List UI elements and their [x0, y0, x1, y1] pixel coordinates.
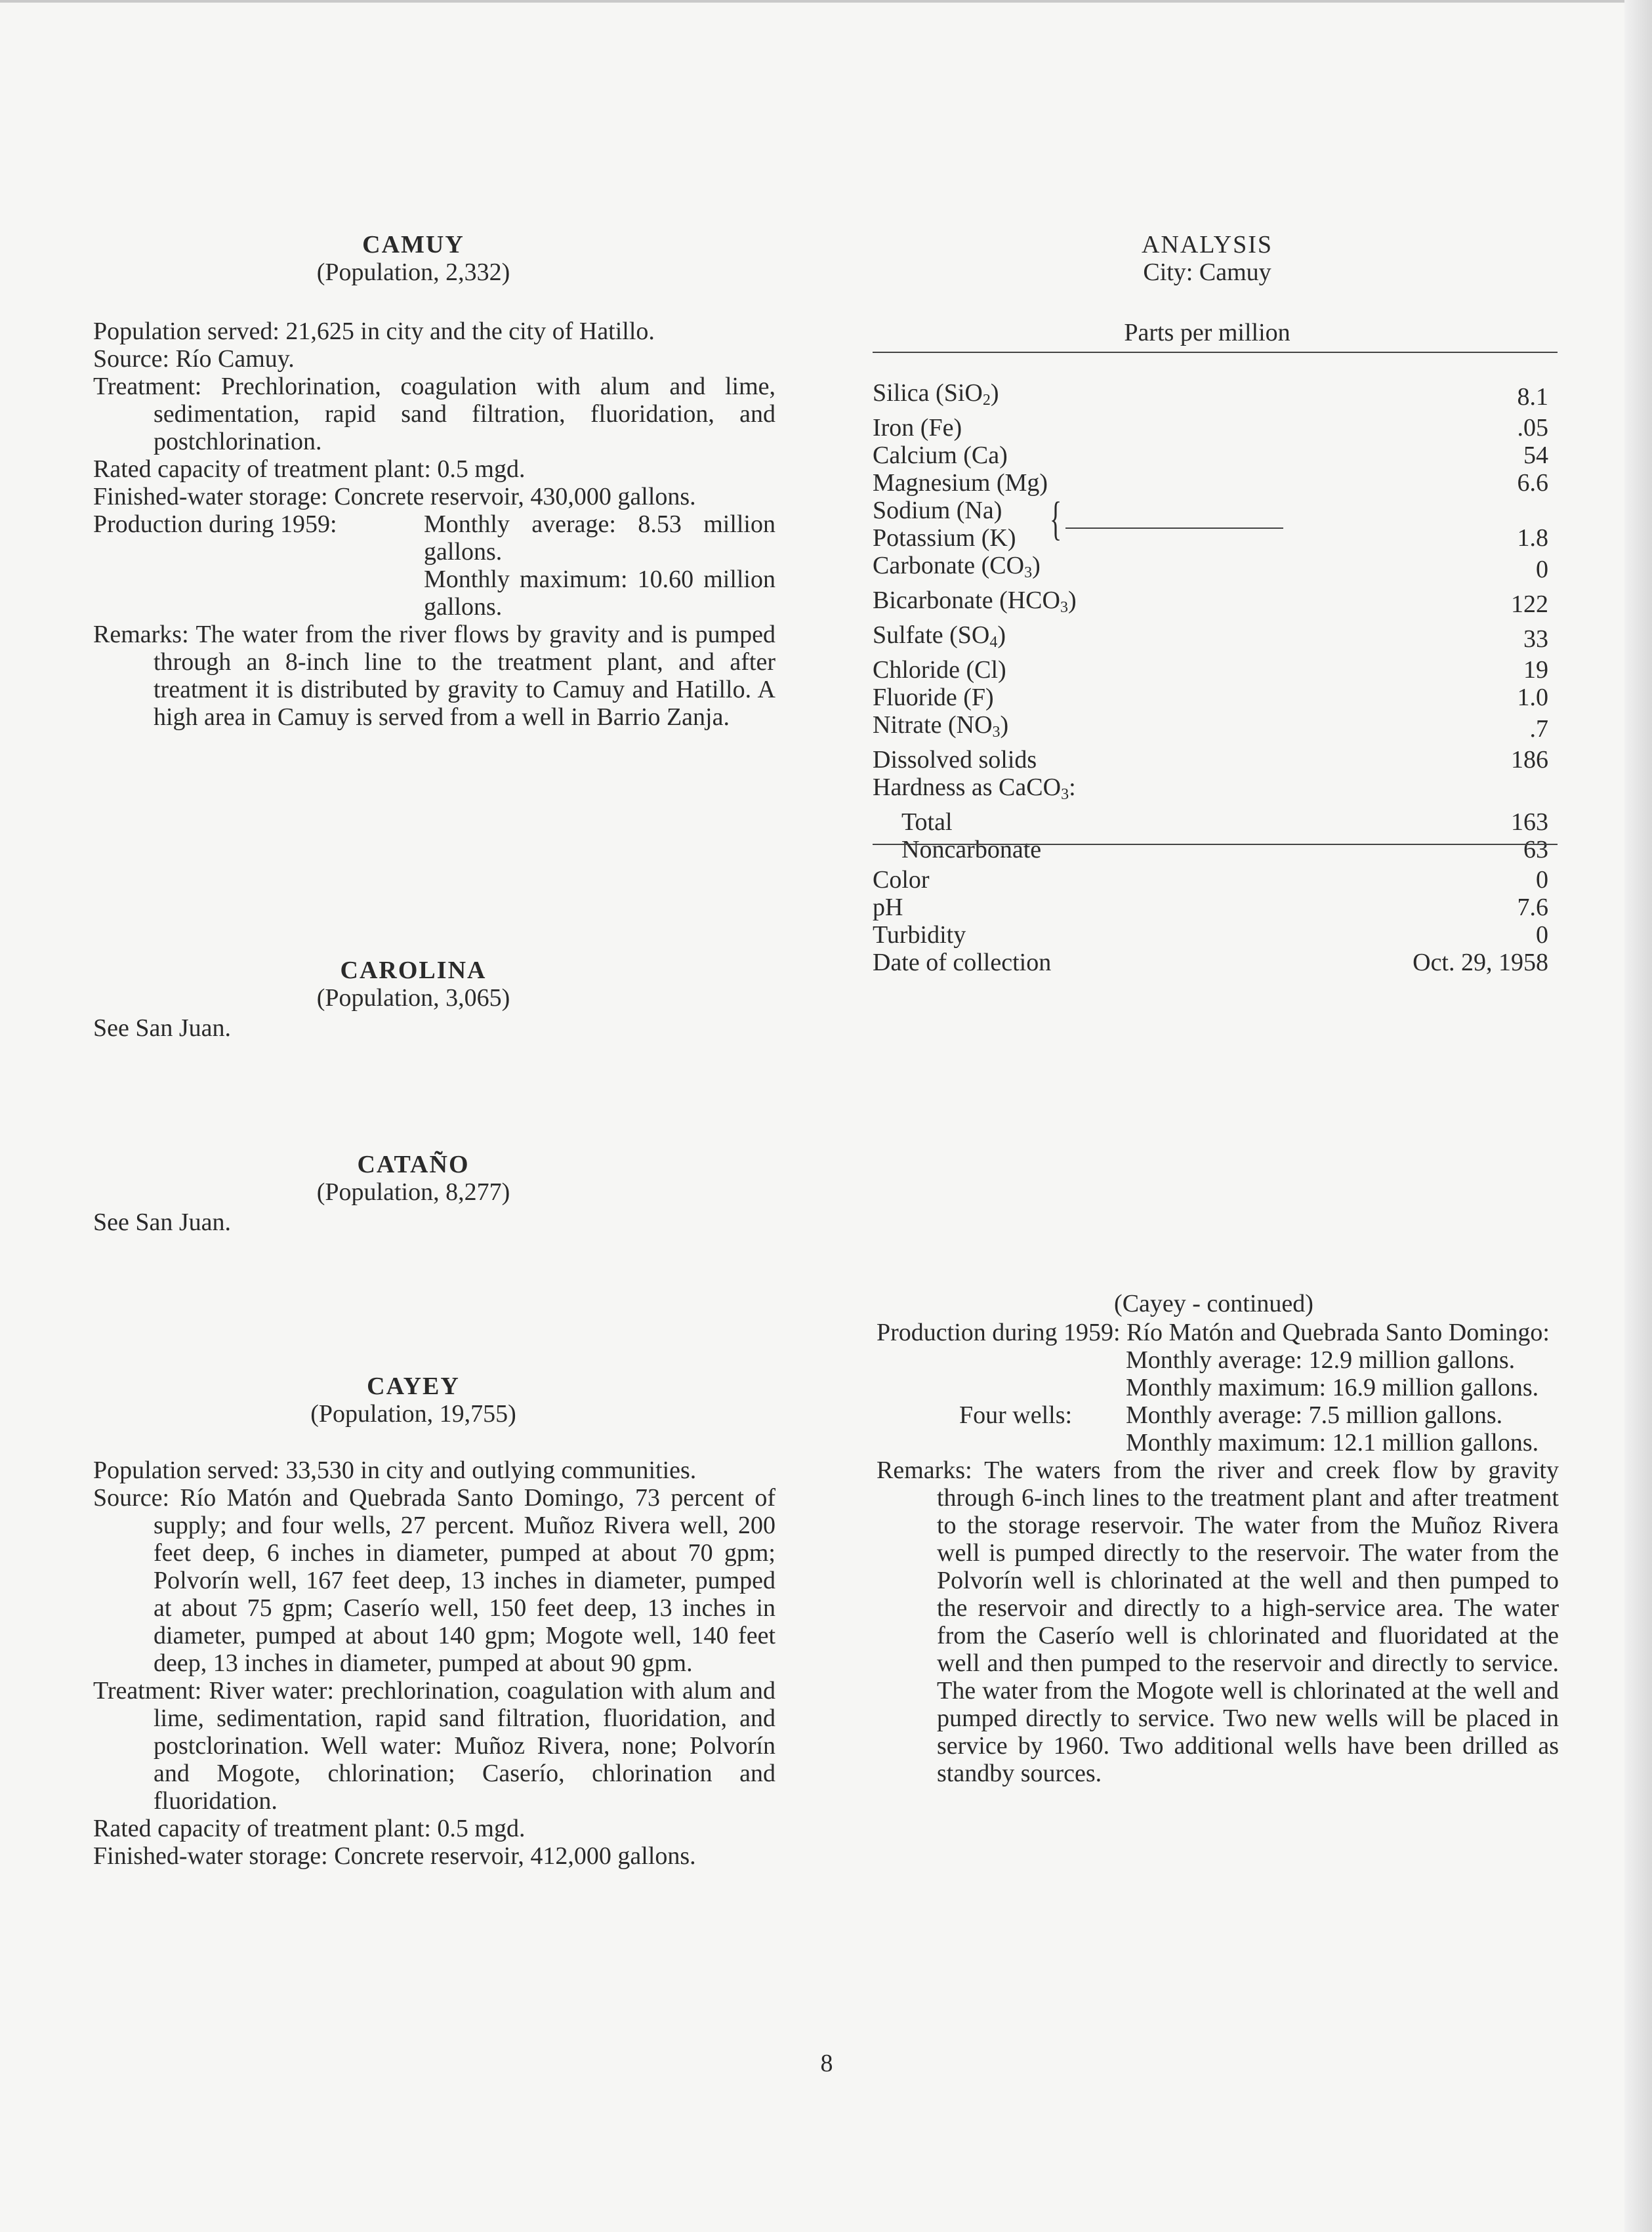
analysis-rule-top — [873, 352, 1558, 353]
analysis-row — [873, 621, 1548, 656]
cayey-rated-capacity: Rated capacity of treatment plant: 0.5 mgd. — [93, 1815, 526, 1842]
analysis-row — [873, 469, 1548, 497]
analysis-value: 63 — [1523, 836, 1548, 863]
analysis-value — [1443, 497, 1548, 524]
analysis-label-text: Iron (Fe) — [873, 414, 962, 442]
carolina-header — [276, 957, 551, 1012]
analysis-label-subscript: 3 — [1060, 599, 1068, 616]
analysis-label-text: Sulfate (SO — [873, 621, 990, 649]
analysis-value: 0 — [1536, 866, 1548, 894]
analysis-label-text: Bicarbonate (HCO — [873, 587, 1060, 614]
cayey-wells — [877, 1401, 1559, 1457]
cayey-wells-max: Monthly maximum: 12.1 million gallons. — [1126, 1429, 1539, 1457]
analysis-value: 1.8 — [1517, 524, 1548, 552]
cayey-wells-label: Four wells: — [959, 1401, 1073, 1429]
analysis-label — [873, 949, 1256, 976]
analysis-row — [873, 552, 1548, 587]
analysis-label-tail: : — [1069, 774, 1076, 801]
analysis-value: 0 — [1536, 555, 1548, 583]
analysis-header — [1076, 231, 1338, 286]
analysis-table-physical — [873, 866, 1548, 976]
camuy-title: CAMUY — [362, 231, 465, 258]
carolina-population: (Population, 3,065) — [316, 984, 510, 1012]
analysis-label-text: Magnesium (Mg) — [873, 469, 1048, 497]
camuy-production — [93, 510, 775, 621]
camuy-production-avg: Monthly average: 8.53 million gallons. — [424, 510, 775, 566]
cayey-wells-avg: Monthly average: 7.5 million gallons. — [1126, 1401, 1503, 1429]
cayey-population-served: Population served: 33,530 in city and outlying communities. — [93, 1457, 697, 1484]
brace-glyph: { — [1050, 493, 1062, 546]
analysis-value: .05 — [1517, 414, 1548, 442]
sodium-potassium-leader — [1065, 527, 1283, 529]
catano-header — [276, 1151, 551, 1206]
page-top-edge — [0, 0, 1652, 3]
analysis-label-text: Chloride (Cl) — [873, 656, 1006, 684]
analysis-value: 54 — [1523, 442, 1548, 469]
camuy-production-max: Monthly maximum: 10.60 million gallons. — [424, 566, 775, 621]
analysis-label-subscript: 3 — [1061, 786, 1069, 803]
analysis-value: Oct. 29, 1958 — [1413, 949, 1548, 976]
analysis-label-tail: ) — [997, 621, 1006, 649]
camuy-source: Source: Río Camuy. — [93, 345, 295, 373]
analysis-row — [873, 379, 1548, 414]
analysis-row-physical — [873, 894, 1548, 921]
analysis-label — [873, 894, 1256, 921]
analysis-table — [873, 379, 1548, 863]
analysis-row — [873, 774, 1548, 808]
analysis-value: 7.6 — [1517, 894, 1548, 921]
analysis-rule-bottom — [873, 844, 1558, 845]
analysis-title: ANALYSIS — [1141, 231, 1273, 258]
analysis-value: 8.1 — [1517, 382, 1548, 411]
analysis-value: .7 — [1529, 714, 1548, 743]
cayey-storage: Finished-water storage: Concrete reservoir, 412,000 gallons. — [93, 1842, 696, 1870]
analysis-row — [873, 656, 1548, 684]
analysis-label — [873, 656, 1443, 684]
analysis-label — [873, 684, 1443, 711]
cayey-remarks: Remarks: The waters from the river and creek flow by gravity through 6-inch lines to the treatment plant and after treatment to the storage reservoir. The water from the Muñoz Rivera well is pumped directly to the reservoir. The water from the Polvorín well is chlorinated at the well and then pumped to the reservoir and directly to a high-service area. The water from the Caserío well is chlorinated and fluoridated at the well and then pumped to the reservoir and directly to service. The water from the Mogote well is chlorinated at the well and pumped directly to service. Two new wells will be placed in service by 1960. Two additional wells have been drilled as standby sources. — [877, 1457, 1559, 1787]
cayey-river-max: Monthly maximum: 16.9 million gallons. — [1126, 1374, 1539, 1401]
analysis-label-tail: ) — [990, 379, 999, 407]
analysis-label-text: Noncarbonate — [901, 836, 1042, 863]
analysis-label-tail: ) — [1000, 711, 1009, 739]
analysis-label — [873, 552, 1443, 587]
analysis-label-text: Calcium (Ca) — [873, 442, 1008, 469]
camuy-population: (Population, 2,332) — [316, 258, 510, 286]
analysis-city: City: Camuy — [1143, 258, 1271, 286]
carolina-title: CAROLINA — [340, 957, 487, 984]
analysis-value: 1.0 — [1517, 684, 1548, 711]
analysis-label — [873, 379, 1443, 414]
analysis-row-physical — [873, 866, 1548, 894]
cayey-continued-section — [877, 1319, 1559, 1787]
analysis-value: 6.6 — [1517, 469, 1548, 497]
catano-see: See San Juan. — [93, 1209, 232, 1236]
analysis-value: 0 — [1536, 921, 1548, 949]
camuy-storage: Finished-water storage: Concrete reservoir, 430,000 gallons. — [93, 483, 696, 510]
cayey-source: Source: Río Matón and Quebrada Santo Domingo, 73 percent of supply; and four wells, 27 percent. Muñoz Rivera well, 200 feet deep, 6 inches in diameter, pumped at about 70 gpm; Polvorín well, 167 feet deep, 13 inches in diameter, pumped at about 75 gpm; Caserío well, 150 feet deep, 13 inches in diameter, pumped at about 140 gpm; Mogote well, 140 feet deep, 13 inches in diameter, pumped at about 90 gpm. — [93, 1484, 775, 1677]
analysis-label — [873, 621, 1443, 656]
analysis-label-text: Turbidity — [873, 921, 966, 949]
carolina-see: See San Juan. — [93, 1014, 232, 1042]
analysis-value: 33 — [1523, 625, 1548, 653]
catano-title: CATAÑO — [357, 1151, 470, 1178]
cayey-river-avg: Monthly average: 12.9 million gallons. — [1126, 1346, 1516, 1374]
analysis-row — [873, 836, 1548, 863]
analysis-label — [873, 711, 1443, 746]
analysis-row-physical — [873, 921, 1548, 949]
analysis-label-text: Total — [901, 808, 953, 836]
analysis-label-subscript: 3 — [992, 724, 1001, 741]
analysis-label-text: Sodium (Na) — [873, 497, 1002, 524]
analysis-label — [873, 746, 1443, 774]
analysis-value: 163 — [1511, 808, 1548, 836]
analysis-value — [1443, 774, 1548, 808]
camuy-population-served: Population served: 21,625 in city and the city of Hatillo. — [93, 318, 655, 345]
analysis-label-tail: ) — [1032, 552, 1041, 579]
analysis-label — [873, 866, 1256, 894]
analysis-row — [873, 684, 1548, 711]
analysis-units: Parts per million — [1124, 319, 1291, 346]
camuy-section — [93, 318, 775, 731]
analysis-row — [873, 442, 1548, 469]
catano-population: (Population, 8,277) — [316, 1178, 510, 1206]
analysis-label-text: Nitrate (NO — [873, 711, 993, 739]
analysis-row — [873, 587, 1548, 621]
analysis-row — [873, 711, 1548, 746]
cayey-production-label: Production during 1959: Río Matón and Quebrada Santo Domingo: — [877, 1319, 1550, 1346]
analysis-row — [873, 414, 1548, 442]
analysis-row — [873, 808, 1548, 836]
analysis-label — [873, 469, 1443, 497]
cayey-population: (Population, 19,755) — [310, 1400, 516, 1428]
analysis-label-text: Carbonate (CO — [873, 552, 1025, 579]
cayey-title: CAYEY — [367, 1373, 460, 1400]
analysis-label-subscript: 2 — [982, 392, 991, 409]
analysis-label-text: Dissolved solids — [873, 746, 1037, 774]
analysis-label-tail: ) — [1067, 587, 1077, 614]
analysis-label-text: Date of collection — [873, 949, 1052, 976]
analysis-value: 19 — [1523, 656, 1548, 684]
analysis-value: 186 — [1511, 746, 1548, 774]
analysis-label — [873, 442, 1443, 469]
analysis-label — [873, 808, 1443, 836]
analysis-label-subscript: 3 — [1024, 564, 1033, 581]
camuy-remarks: Remarks: The water from the river flows by gravity and is pumped through an 8-inch line to the treatment plant, and after treatment it is distributed by gravity to Camuy and Hatillo. A high area in Camuy is served from a well in Barrio Zanja. — [93, 621, 775, 731]
analysis-label — [873, 414, 1443, 442]
sodium-potassium-brace — [1050, 493, 1062, 546]
cayey-header — [276, 1373, 551, 1428]
analysis-row — [873, 497, 1548, 524]
camuy-header — [276, 231, 551, 286]
analysis-value: 122 — [1511, 590, 1548, 618]
analysis-label — [873, 921, 1256, 949]
analysis-label-text: Fluoride (F) — [873, 684, 994, 711]
analysis-label — [873, 497, 1443, 524]
analysis-label-text: Potassium (K) — [873, 524, 1016, 552]
analysis-label-subscript: 4 — [989, 634, 998, 651]
cayey-continued-heading: (Cayey - continued) — [1114, 1290, 1313, 1317]
analysis-label — [873, 774, 1443, 808]
page-number: 8 — [820, 2050, 833, 2077]
analysis-label — [873, 836, 1443, 863]
analysis-row — [873, 746, 1548, 774]
analysis-label — [873, 587, 1443, 621]
analysis-row-physical — [873, 949, 1548, 976]
analysis-label-text: pH — [873, 894, 903, 921]
page-right-edge — [1624, 0, 1652, 2232]
analysis-label-text: Color — [873, 866, 930, 894]
analysis-label-text: Hardness as CaCO — [873, 774, 1062, 801]
camuy-production-label: Production during 1959: — [93, 510, 337, 538]
cayey-section — [93, 1457, 775, 1870]
camuy-treatment: Treatment: Prechlorination, coagulation with alum and lime, sedimentation, rapid sand filtration, fluoridation, and postchlorination. — [93, 373, 775, 455]
cayey-treatment: Treatment: River water: prechlorination, coagulation with alum and lime, sedimentation, rapid sand filtration, fluoridation, and postclorination. Well water: Muñoz Rivera, none; Polvorín and Mogote, chlorination; Caserío, chlorination and fluoridation. — [93, 1677, 775, 1815]
analysis-label-text: Silica (SiO — [873, 379, 983, 407]
camuy-rated-capacity: Rated capacity of treatment plant: 0.5 mgd. — [93, 455, 526, 483]
